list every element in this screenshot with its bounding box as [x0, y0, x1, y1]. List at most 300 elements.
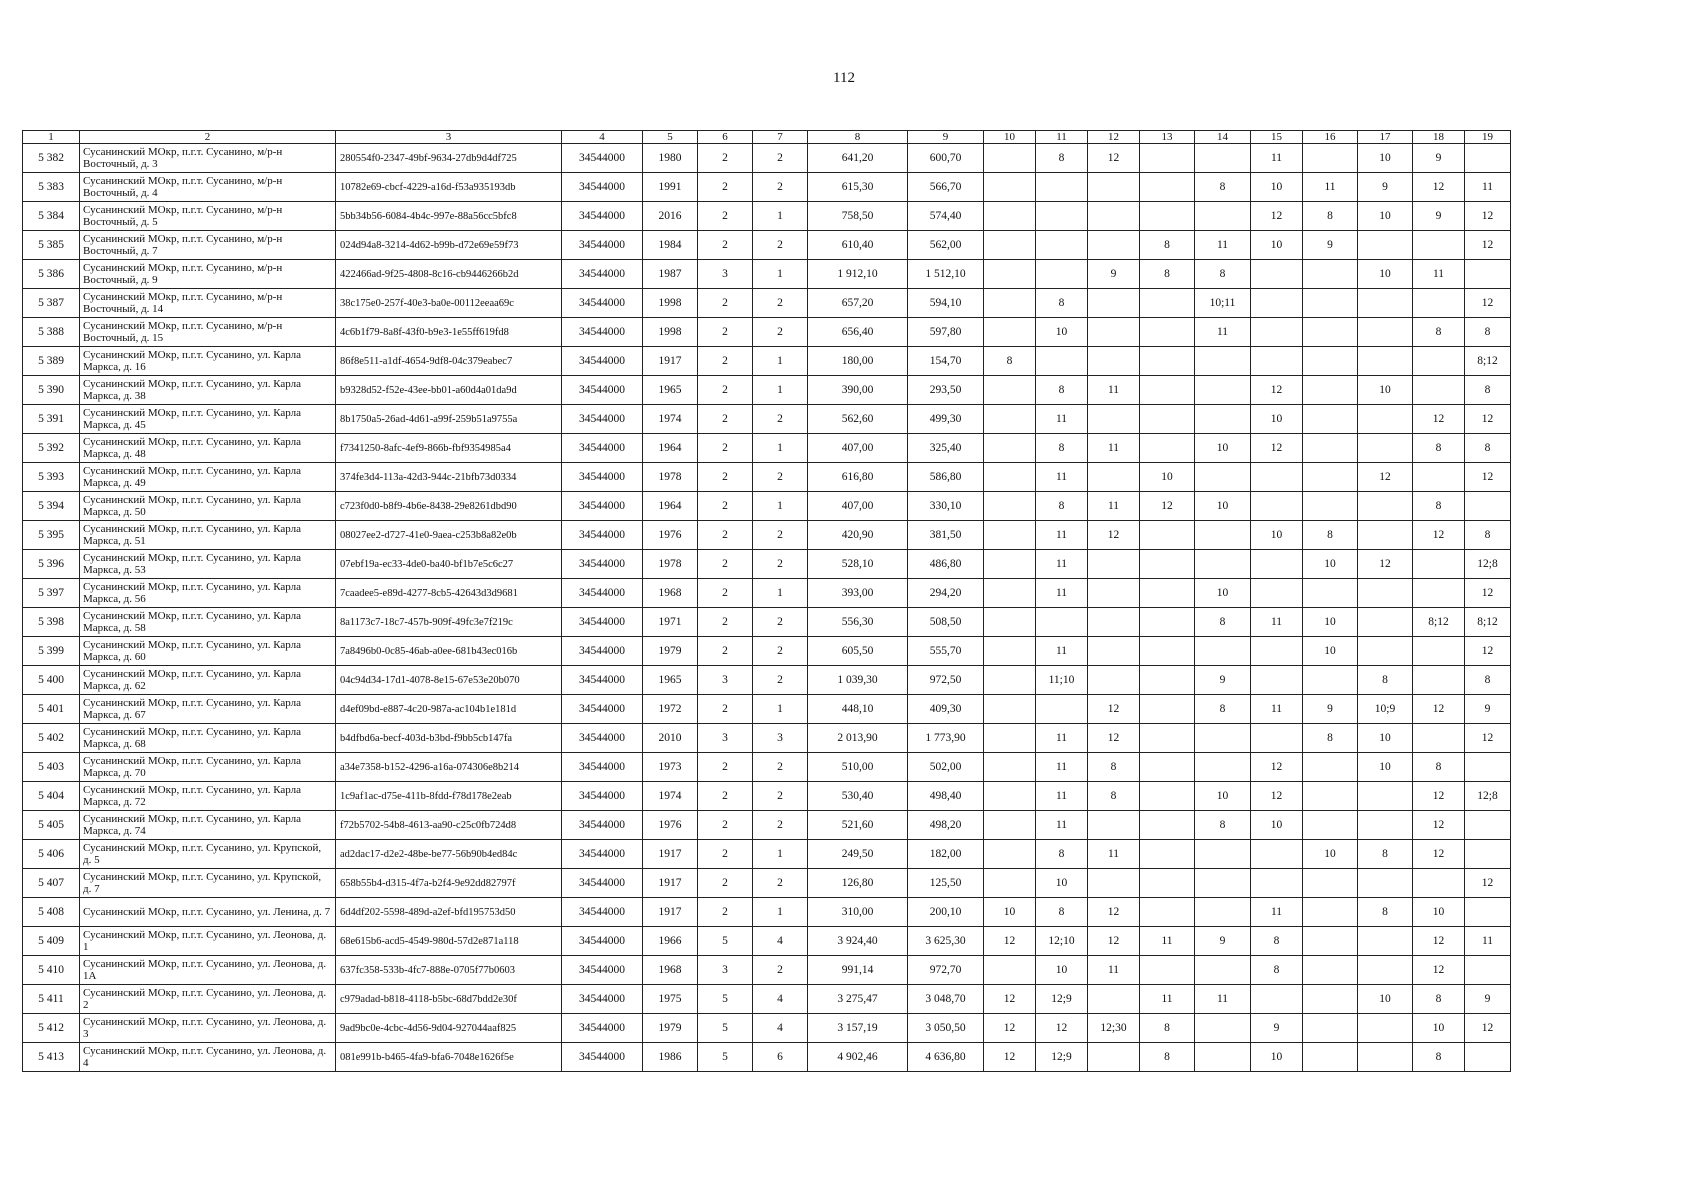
cell-c18: 10	[1413, 1014, 1465, 1043]
cell-floors: 3	[698, 724, 753, 753]
cell-c18: 12	[1413, 840, 1465, 869]
cell-total-area: 556,30	[808, 608, 908, 637]
cell-c15: 10	[1251, 231, 1303, 260]
cell-entrances: 4	[753, 985, 808, 1014]
cell-c14	[1195, 521, 1251, 550]
cell-c17	[1358, 1043, 1413, 1072]
cell-row-number: 5 389	[23, 347, 80, 376]
cell-c12: 8	[1088, 782, 1140, 811]
cell-c11: 11;10	[1036, 666, 1088, 695]
cell-c11: 8	[1036, 289, 1088, 318]
cell-c13: 8	[1140, 260, 1195, 289]
cell-living-area: 381,50	[908, 521, 984, 550]
cell-address: Сусанинский МОкр, п.г.т. Сусанино, м/р-н Восточный, д. 5	[80, 202, 336, 231]
cell-build-year: 1998	[643, 318, 698, 347]
cell-oktmo: 34544000	[562, 608, 643, 637]
cell-c19: 8;12	[1465, 608, 1511, 637]
cell-row-number: 5 399	[23, 637, 80, 666]
cell-c16	[1303, 985, 1358, 1014]
cell-c19: 12	[1465, 1014, 1511, 1043]
cell-entrances: 4	[753, 927, 808, 956]
cell-house-guid: 38c175e0-257f-40e3-ba0e-00112eeaa69c	[336, 289, 562, 318]
cell-total-area: 2 013,90	[808, 724, 908, 753]
cell-c13	[1140, 898, 1195, 927]
cell-address: Сусанинский МОкр, п.г.т. Сусанино, м/р-н Восточный, д. 14	[80, 289, 336, 318]
column-header-floors: 6	[698, 131, 753, 144]
cell-c11	[1036, 695, 1088, 724]
cell-row-number: 5 390	[23, 376, 80, 405]
cell-c13	[1140, 202, 1195, 231]
table-row	[23, 492, 1511, 521]
cell-build-year: 1965	[643, 666, 698, 695]
cell-c13	[1140, 724, 1195, 753]
cell-address: Сусанинский МОкр, п.г.т. Сусанино, ул. Карла Маркса, д. 53	[80, 550, 336, 579]
cell-floors: 2	[698, 840, 753, 869]
cell-entrances: 2	[753, 231, 808, 260]
cell-c17	[1358, 1014, 1413, 1043]
cell-c16: 9	[1303, 231, 1358, 260]
cell-build-year: 1986	[643, 1043, 698, 1072]
cell-c15	[1251, 289, 1303, 318]
cell-address: Сусанинский МОкр, п.г.т. Сусанино, ул. Карла Маркса, д. 72	[80, 782, 336, 811]
cell-c11: 11	[1036, 637, 1088, 666]
cell-c15: 12	[1251, 782, 1303, 811]
cell-c11: 11	[1036, 811, 1088, 840]
cell-c15: 11	[1251, 695, 1303, 724]
cell-entrances: 2	[753, 608, 808, 637]
cell-total-area: 521,60	[808, 811, 908, 840]
cell-total-area: 249,50	[808, 840, 908, 869]
cell-floors: 2	[698, 782, 753, 811]
cell-house-guid: 9ad9bc0e-4cbc-4d56-9d04-927044aaf825	[336, 1014, 562, 1043]
cell-c19: 12	[1465, 637, 1511, 666]
cell-c10	[984, 434, 1036, 463]
table-row	[23, 434, 1511, 463]
cell-c16: 10	[1303, 840, 1358, 869]
cell-c16: 8	[1303, 202, 1358, 231]
cell-total-area: 390,00	[808, 376, 908, 405]
cell-c10	[984, 666, 1036, 695]
cell-c10	[984, 376, 1036, 405]
cell-c18: 9	[1413, 202, 1465, 231]
cell-c11: 12;9	[1036, 1043, 1088, 1072]
cell-c16	[1303, 956, 1358, 985]
cell-row-number: 5 385	[23, 231, 80, 260]
cell-c10	[984, 695, 1036, 724]
cell-c10	[984, 231, 1036, 260]
cell-entrances: 2	[753, 405, 808, 434]
cell-c13	[1140, 782, 1195, 811]
cell-c19: 12;8	[1465, 550, 1511, 579]
cell-row-number: 5 398	[23, 608, 80, 637]
cell-address: Сусанинский МОкр, п.г.т. Сусанино, ул. Леонова, д. 4	[80, 1043, 336, 1072]
cell-oktmo: 34544000	[562, 637, 643, 666]
cell-address: Сусанинский МОкр, п.г.т. Сусанино, м/р-н Восточный, д. 3	[80, 144, 336, 173]
cell-c17	[1358, 318, 1413, 347]
cell-c19: 8	[1465, 376, 1511, 405]
cell-c12	[1088, 550, 1140, 579]
cell-c10	[984, 202, 1036, 231]
cell-c13	[1140, 376, 1195, 405]
cell-living-area: 508,50	[908, 608, 984, 637]
cell-c13: 12	[1140, 492, 1195, 521]
cell-c12	[1088, 405, 1140, 434]
cell-c12	[1088, 1043, 1140, 1072]
cell-address: Сусанинский МОкр, п.г.т. Сусанино, ул. Карла Маркса, д. 49	[80, 463, 336, 492]
cell-living-area: 3 050,50	[908, 1014, 984, 1043]
cell-c12	[1088, 202, 1140, 231]
cell-c16	[1303, 318, 1358, 347]
cell-total-area: 310,00	[808, 898, 908, 927]
cell-total-area: 616,80	[808, 463, 908, 492]
cell-c13	[1140, 608, 1195, 637]
column-header-row-number: 1	[23, 131, 80, 144]
cell-floors: 2	[698, 811, 753, 840]
cell-c13	[1140, 173, 1195, 202]
cell-c16	[1303, 492, 1358, 521]
cell-floors: 2	[698, 753, 753, 782]
cell-floors: 2	[698, 608, 753, 637]
cell-c19: 11	[1465, 173, 1511, 202]
cell-c14: 11	[1195, 985, 1251, 1014]
cell-oktmo: 34544000	[562, 231, 643, 260]
cell-c10	[984, 724, 1036, 753]
cell-c18: 12	[1413, 173, 1465, 202]
table-row	[23, 695, 1511, 724]
cell-c15: 8	[1251, 956, 1303, 985]
cell-build-year: 1978	[643, 550, 698, 579]
cell-oktmo: 34544000	[562, 898, 643, 927]
cell-house-guid: f7341250-8afc-4ef9-866b-fbf9354985a4	[336, 434, 562, 463]
cell-c17	[1358, 521, 1413, 550]
cell-c16	[1303, 1043, 1358, 1072]
cell-c14	[1195, 202, 1251, 231]
cell-c18	[1413, 231, 1465, 260]
cell-total-area: 510,00	[808, 753, 908, 782]
cell-c15: 12	[1251, 376, 1303, 405]
cell-build-year: 1998	[643, 289, 698, 318]
cell-living-area: 330,10	[908, 492, 984, 521]
cell-floors: 2	[698, 579, 753, 608]
cell-floors: 2	[698, 898, 753, 927]
cell-entrances: 2	[753, 173, 808, 202]
column-header-address: 2	[80, 131, 336, 144]
cell-oktmo: 34544000	[562, 521, 643, 550]
cell-c17: 10;9	[1358, 695, 1413, 724]
cell-c17	[1358, 579, 1413, 608]
column-header-total-area: 8	[808, 131, 908, 144]
cell-c17	[1358, 637, 1413, 666]
page-number: 112	[833, 70, 855, 86]
cell-row-number: 5 386	[23, 260, 80, 289]
cell-c19	[1465, 898, 1511, 927]
cell-c11: 8	[1036, 898, 1088, 927]
cell-build-year: 1964	[643, 492, 698, 521]
cell-c11: 12	[1036, 1014, 1088, 1043]
table-row	[23, 579, 1511, 608]
cell-house-guid: b9328d52-f52e-43ee-bb01-a60d4a01da9d	[336, 376, 562, 405]
cell-oktmo: 34544000	[562, 956, 643, 985]
table-row	[23, 347, 1511, 376]
cell-c11: 8	[1036, 434, 1088, 463]
cell-living-area: 498,20	[908, 811, 984, 840]
cell-c15	[1251, 347, 1303, 376]
cell-living-area: 566,70	[908, 173, 984, 202]
cell-row-number: 5 403	[23, 753, 80, 782]
cell-house-guid: 7a8496b0-0c85-46ab-a0ee-681b43ec016b	[336, 637, 562, 666]
cell-living-area: 499,30	[908, 405, 984, 434]
cell-row-number: 5 412	[23, 1014, 80, 1043]
cell-living-area: 562,00	[908, 231, 984, 260]
cell-entrances: 3	[753, 724, 808, 753]
cell-c14	[1195, 898, 1251, 927]
cell-build-year: 1917	[643, 347, 698, 376]
cell-address: Сусанинский МОкр, п.г.т. Сусанино, ул. Леонова, д. 3	[80, 1014, 336, 1043]
table-row	[23, 927, 1511, 956]
cell-living-area: 125,50	[908, 869, 984, 898]
cell-build-year: 1976	[643, 521, 698, 550]
cell-living-area: 972,50	[908, 666, 984, 695]
cell-c17	[1358, 927, 1413, 956]
cell-entrances: 1	[753, 579, 808, 608]
cell-c15	[1251, 463, 1303, 492]
column-header-c13: 13	[1140, 131, 1195, 144]
cell-oktmo: 34544000	[562, 840, 643, 869]
cell-floors: 2	[698, 463, 753, 492]
cell-oktmo: 34544000	[562, 811, 643, 840]
cell-c14	[1195, 956, 1251, 985]
cell-address: Сусанинский МОкр, п.г.т. Сусанино, ул. Крупской, д. 7	[80, 869, 336, 898]
cell-oktmo: 34544000	[562, 347, 643, 376]
cell-floors: 3	[698, 260, 753, 289]
cell-floors: 5	[698, 1014, 753, 1043]
cell-oktmo: 34544000	[562, 550, 643, 579]
cell-c10	[984, 550, 1036, 579]
cell-c13	[1140, 637, 1195, 666]
cell-c14	[1195, 376, 1251, 405]
cell-c10	[984, 637, 1036, 666]
cell-build-year: 1974	[643, 782, 698, 811]
cell-c16	[1303, 463, 1358, 492]
cell-c14	[1195, 463, 1251, 492]
cell-total-area: 180,00	[808, 347, 908, 376]
cell-c13: 11	[1140, 927, 1195, 956]
cell-c17	[1358, 869, 1413, 898]
cell-house-guid: ad2dac17-d2e2-48be-be77-56b90b4ed84c	[336, 840, 562, 869]
cell-build-year: 1975	[643, 985, 698, 1014]
column-header-entrances: 7	[753, 131, 808, 144]
cell-c15: 11	[1251, 144, 1303, 173]
cell-c10	[984, 405, 1036, 434]
cell-c15	[1251, 840, 1303, 869]
cell-living-area: 3 625,30	[908, 927, 984, 956]
cell-row-number: 5 407	[23, 869, 80, 898]
cell-address: Сусанинский МОкр, п.г.т. Сусанино, ул. Крупской, д. 5	[80, 840, 336, 869]
cell-c16: 10	[1303, 637, 1358, 666]
cell-c12: 8	[1088, 753, 1140, 782]
cell-c17	[1358, 782, 1413, 811]
cell-c14	[1195, 1014, 1251, 1043]
cell-entrances: 2	[753, 550, 808, 579]
cell-total-area: 1 039,30	[808, 666, 908, 695]
cell-c18	[1413, 463, 1465, 492]
cell-entrances: 2	[753, 318, 808, 347]
cell-house-guid: 280554f0-2347-49bf-9634-27db9d4df725	[336, 144, 562, 173]
cell-c13	[1140, 550, 1195, 579]
cell-entrances: 1	[753, 260, 808, 289]
cell-c19: 12	[1465, 869, 1511, 898]
cell-address: Сусанинский МОкр, п.г.т. Сусанино, м/р-н Восточный, д. 9	[80, 260, 336, 289]
cell-total-area: 610,40	[808, 231, 908, 260]
cell-c14	[1195, 869, 1251, 898]
cell-house-guid: a34e7358-b152-4296-a16a-074306e8b214	[336, 753, 562, 782]
cell-c15: 11	[1251, 608, 1303, 637]
cell-oktmo: 34544000	[562, 869, 643, 898]
cell-living-area: 594,10	[908, 289, 984, 318]
cell-build-year: 1987	[643, 260, 698, 289]
cell-c17: 10	[1358, 144, 1413, 173]
cell-c13	[1140, 869, 1195, 898]
column-header-house-guid: 3	[336, 131, 562, 144]
cell-total-area: 1 912,10	[808, 260, 908, 289]
cell-c19: 12	[1465, 202, 1511, 231]
cell-address: Сусанинский МОкр, п.г.т. Сусанино, ул. Леонова, д. 1А	[80, 956, 336, 985]
cell-c11	[1036, 173, 1088, 202]
cell-c13	[1140, 811, 1195, 840]
cell-floors: 2	[698, 231, 753, 260]
cell-c13	[1140, 434, 1195, 463]
cell-total-area: 641,20	[808, 144, 908, 173]
cell-c16: 11	[1303, 173, 1358, 202]
column-header-c14: 14	[1195, 131, 1251, 144]
cell-entrances: 2	[753, 521, 808, 550]
cell-c11	[1036, 202, 1088, 231]
cell-c14	[1195, 1043, 1251, 1072]
cell-c11: 11	[1036, 579, 1088, 608]
cell-row-number: 5 391	[23, 405, 80, 434]
cell-c11: 8	[1036, 144, 1088, 173]
cell-c10	[984, 463, 1036, 492]
cell-c10	[984, 782, 1036, 811]
cell-c17: 10	[1358, 724, 1413, 753]
cell-build-year: 1917	[643, 840, 698, 869]
cell-row-number: 5 397	[23, 579, 80, 608]
cell-floors: 2	[698, 550, 753, 579]
cell-house-guid: 1c9af1ac-d75e-411b-8fdd-f78d178e2eab	[336, 782, 562, 811]
cell-c14: 11	[1195, 318, 1251, 347]
cell-c12	[1088, 347, 1140, 376]
cell-house-guid: 68e615b6-acd5-4549-980d-57d2e871a118	[336, 927, 562, 956]
cell-c19	[1465, 144, 1511, 173]
cell-c18: 12	[1413, 521, 1465, 550]
cell-total-area: 3 924,40	[808, 927, 908, 956]
cell-build-year: 1980	[643, 144, 698, 173]
cell-row-number: 5 401	[23, 695, 80, 724]
cell-c18	[1413, 550, 1465, 579]
cell-floors: 2	[698, 869, 753, 898]
cell-total-area: 991,14	[808, 956, 908, 985]
cell-c19: 12	[1465, 289, 1511, 318]
cell-total-area: 657,20	[808, 289, 908, 318]
cell-address: Сусанинский МОкр, п.г.т. Сусанино, ул. Леонова, д. 1	[80, 927, 336, 956]
cell-c12: 11	[1088, 434, 1140, 463]
cell-oktmo: 34544000	[562, 463, 643, 492]
cell-house-guid: 7caadee5-e89d-4277-8cb5-42643d3d9681	[336, 579, 562, 608]
cell-c19	[1465, 260, 1511, 289]
cell-oktmo: 34544000	[562, 927, 643, 956]
cell-entrances: 1	[753, 347, 808, 376]
cell-row-number: 5 406	[23, 840, 80, 869]
cell-c18: 11	[1413, 260, 1465, 289]
cell-row-number: 5 394	[23, 492, 80, 521]
cell-c18: 9	[1413, 144, 1465, 173]
cell-build-year: 1974	[643, 405, 698, 434]
cell-c12: 11	[1088, 492, 1140, 521]
cell-c10: 12	[984, 927, 1036, 956]
cell-row-number: 5 384	[23, 202, 80, 231]
cell-c19: 8	[1465, 521, 1511, 550]
cell-c13	[1140, 144, 1195, 173]
cell-row-number: 5 387	[23, 289, 80, 318]
cell-row-number: 5 393	[23, 463, 80, 492]
table-row	[23, 1043, 1511, 1072]
cell-c15: 12	[1251, 753, 1303, 782]
cell-house-guid: 4c6b1f79-8a8f-43f0-b9e3-1e55ff619fd8	[336, 318, 562, 347]
cell-c12	[1088, 637, 1140, 666]
cell-c17	[1358, 811, 1413, 840]
cell-build-year: 1984	[643, 231, 698, 260]
cell-address: Сусанинский МОкр, п.г.т. Сусанино, м/р-н Восточный, д. 7	[80, 231, 336, 260]
cell-entrances: 2	[753, 666, 808, 695]
cell-c15: 10	[1251, 405, 1303, 434]
cell-address: Сусанинский МОкр, п.г.т. Сусанино, ул. Карла Маркса, д. 62	[80, 666, 336, 695]
cell-build-year: 1972	[643, 695, 698, 724]
cell-build-year: 1968	[643, 579, 698, 608]
column-header-c18: 18	[1413, 131, 1465, 144]
cell-row-number: 5 404	[23, 782, 80, 811]
cell-total-area: 530,40	[808, 782, 908, 811]
cell-house-guid: c979adad-b818-4118-b5bc-68d7bdd2e30f	[336, 985, 562, 1014]
cell-c14: 8	[1195, 695, 1251, 724]
cell-c18	[1413, 289, 1465, 318]
cell-c17	[1358, 347, 1413, 376]
cell-c17: 10	[1358, 985, 1413, 1014]
cell-entrances: 2	[753, 956, 808, 985]
cell-address: Сусанинский МОкр, п.г.т. Сусанино, ул. Карла Маркса, д. 68	[80, 724, 336, 753]
cell-house-guid: 5bb34b56-6084-4b4c-997e-88a56cc5bfc8	[336, 202, 562, 231]
cell-c14: 9	[1195, 927, 1251, 956]
cell-entrances: 4	[753, 1014, 808, 1043]
cell-address: Сусанинский МОкр, п.г.т. Сусанино, ул. Карла Маркса, д. 48	[80, 434, 336, 463]
cell-c12: 12	[1088, 695, 1140, 724]
cell-house-guid: 8b1750a5-26ad-4d61-a99f-259b51a9755a	[336, 405, 562, 434]
cell-c10	[984, 289, 1036, 318]
cell-c15	[1251, 666, 1303, 695]
column-number-row	[23, 131, 1511, 144]
cell-floors: 2	[698, 173, 753, 202]
column-header-c10: 10	[984, 131, 1036, 144]
cell-oktmo: 34544000	[562, 492, 643, 521]
cell-c10	[984, 173, 1036, 202]
cell-c12	[1088, 869, 1140, 898]
cell-c15	[1251, 579, 1303, 608]
cell-c18: 8	[1413, 753, 1465, 782]
cell-c12: 12;30	[1088, 1014, 1140, 1043]
cell-address: Сусанинский МОкр, п.г.т. Сусанино, ул. Карла Маркса, д. 51	[80, 521, 336, 550]
cell-c18: 8	[1413, 985, 1465, 1014]
cell-house-guid: 07ebf19a-ec33-4de0-ba40-bf1b7e5c6c27	[336, 550, 562, 579]
cell-c18	[1413, 579, 1465, 608]
